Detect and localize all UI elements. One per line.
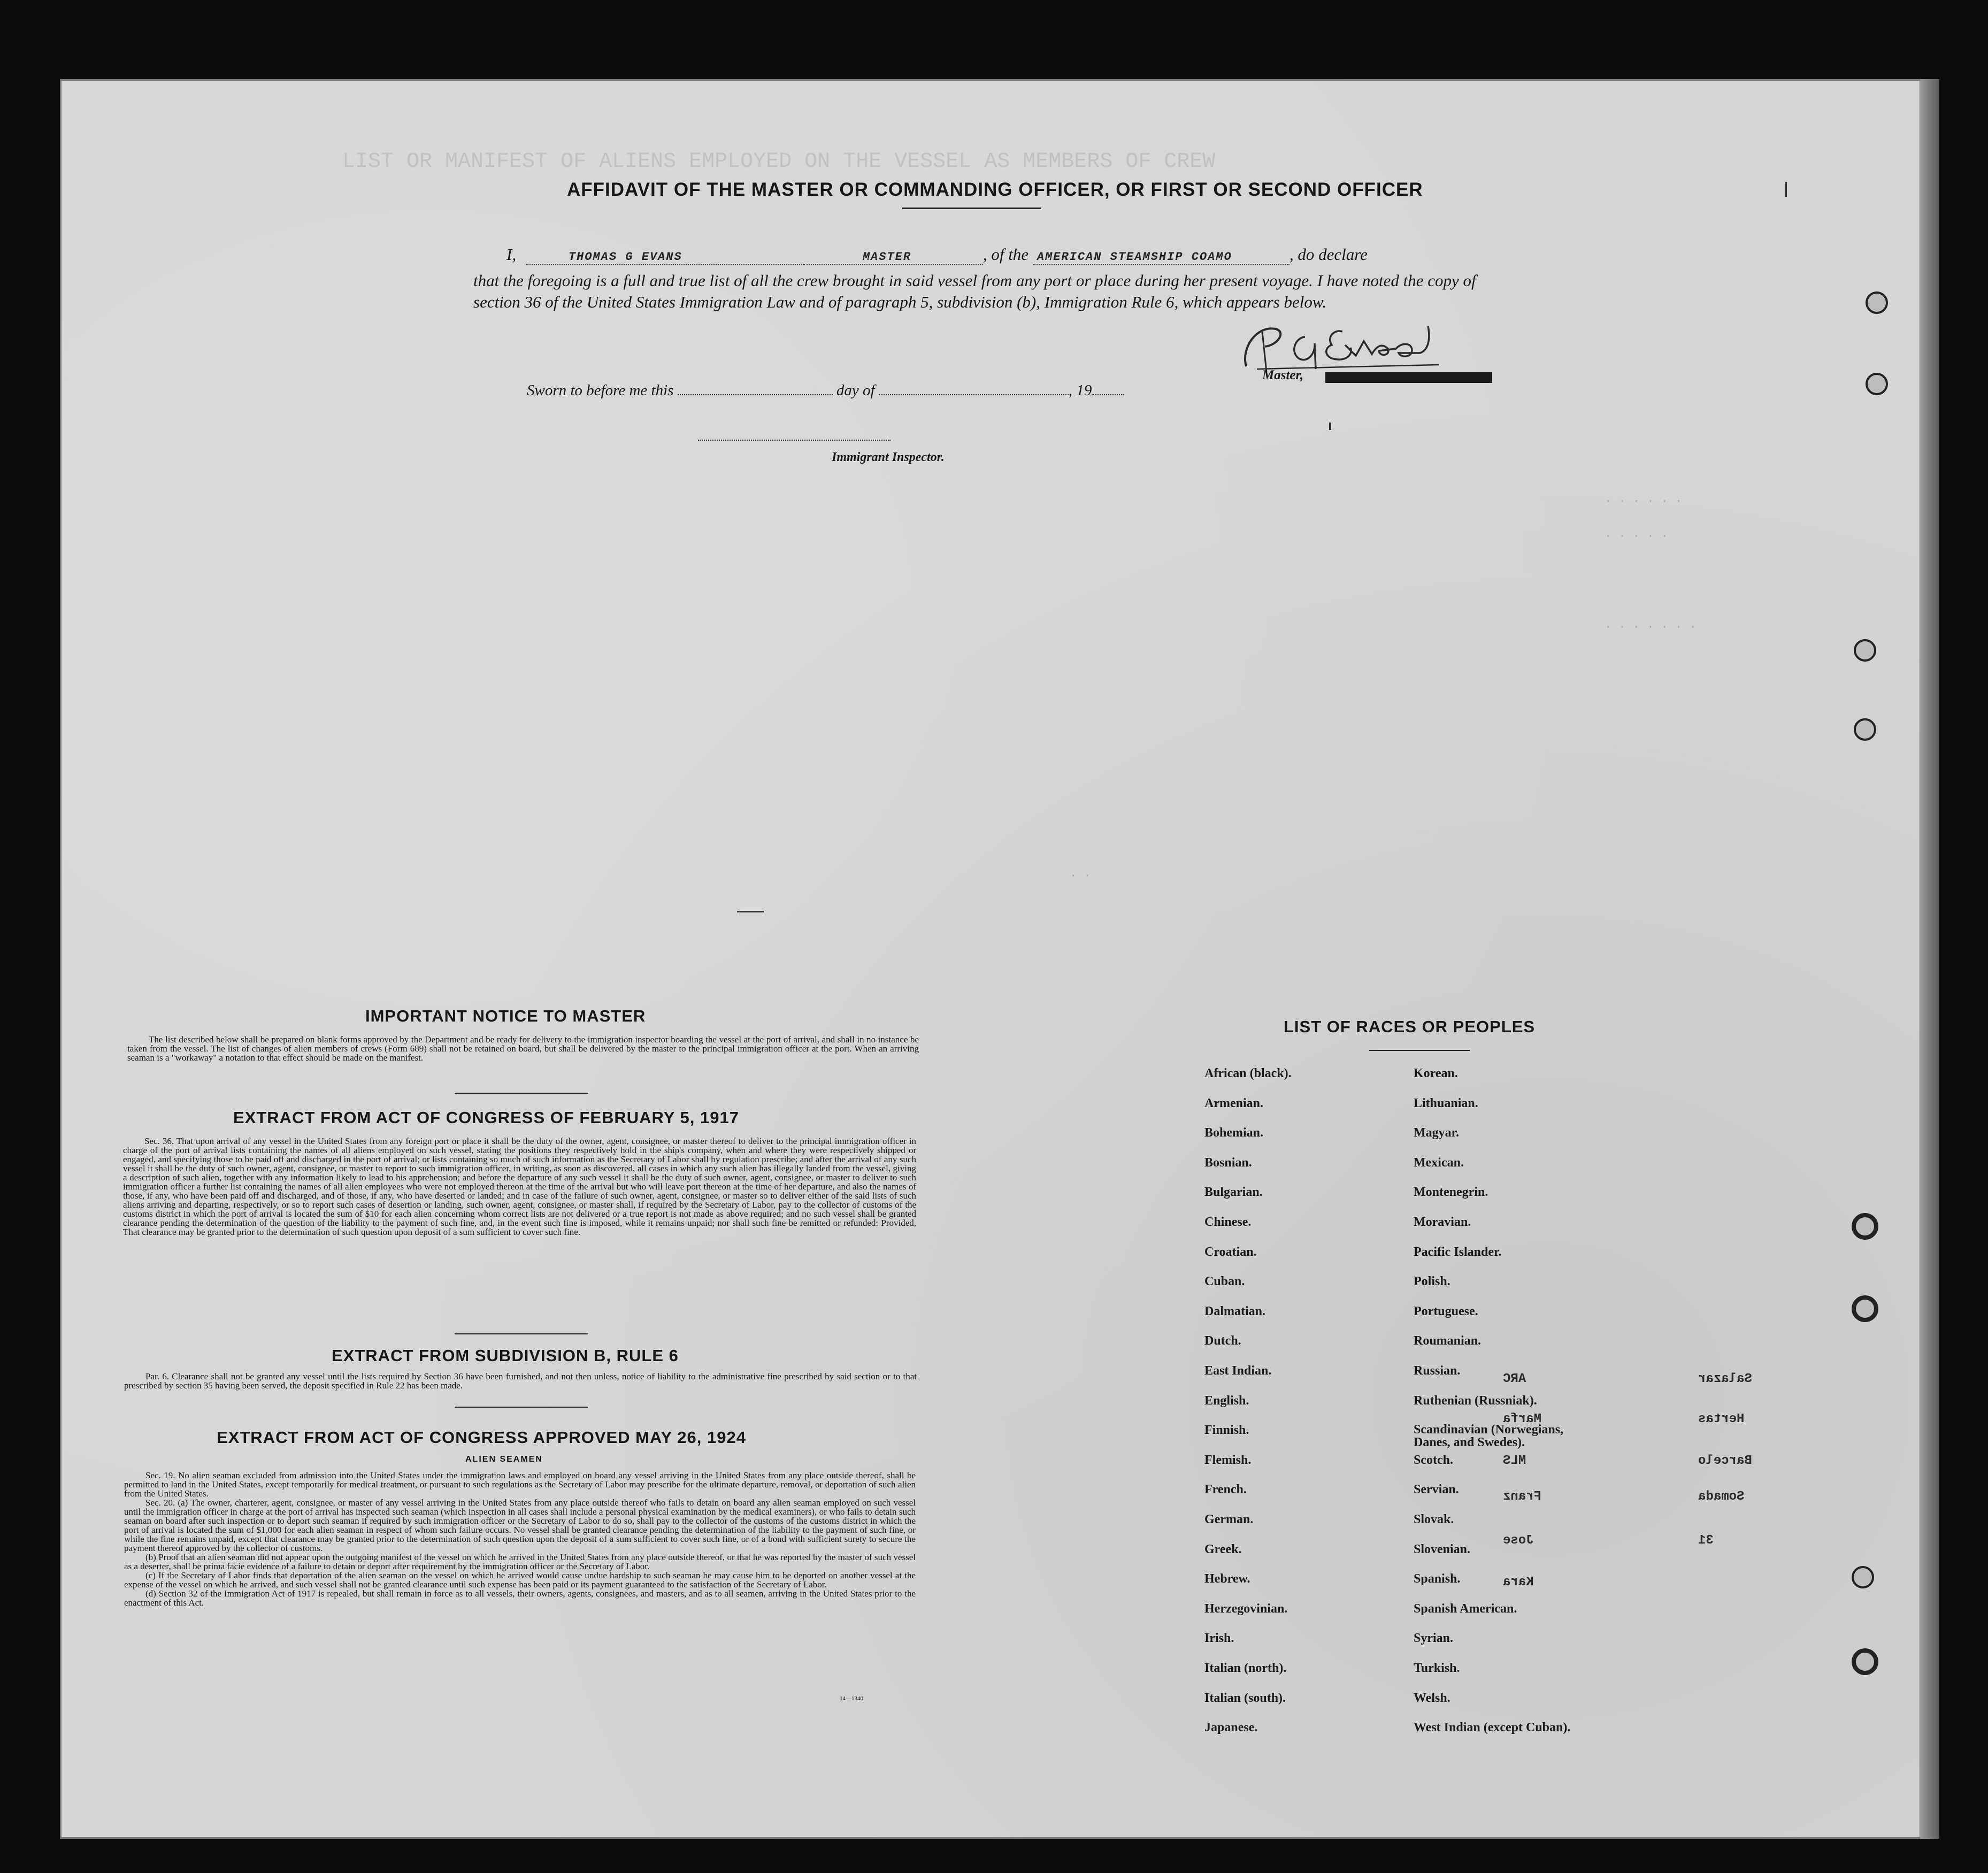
notice-paragraph: The list described below shall be prepared on blank forms approved by the Department and be ready for delivery to the immigration inspector boarding the vessel at the port of arrival, and shall in no instance be taken from the vessel. The list of changes of alien members of crews (Form 689) shall not be retained on board, but shall be delivered by the master to the principal immigration officer at the port. When an arriving seaman is a "workaway" a notation to that effect should be made on the manifest.: [127, 1034, 919, 1063]
master-name: THOMAS G EVANS: [568, 250, 682, 264]
race-right-item: Korean.: [1414, 1066, 1458, 1080]
day-of-label: day of: [836, 382, 875, 399]
race-left-item: Flemish.: [1204, 1453, 1252, 1467]
race-right-item: Scandinavian (Norwegians, Danes, and Swedes).: [1414, 1423, 1564, 1450]
redaction-stamp: [1325, 372, 1492, 383]
race-left-item: German.: [1204, 1513, 1254, 1526]
race-left-item: Herzegovinian.: [1204, 1601, 1288, 1616]
race-right-item: Roumanian.: [1414, 1334, 1482, 1348]
punch-hole: [1866, 291, 1888, 314]
divider: [455, 1407, 588, 1408]
sec-20d-text: (d) Section 32 of the Immigration Act of 1917 is repealed, but shall remain in force as to all vessels, their owners, agents, consignees, and masters, and as to all seamen, arriving in the United States prior to the enactment of this Act.: [124, 1588, 916, 1608]
race-right-item: Syrian.: [1414, 1631, 1454, 1646]
race-right-item: Spanish.: [1414, 1572, 1461, 1586]
punch-hole: [1852, 1213, 1878, 1240]
year-prefix: , 19: [1068, 382, 1092, 399]
race-right-item: Ruthenian (Russniak).: [1414, 1393, 1537, 1408]
races-title: LIST OF RACES OR PEOPLES: [1284, 1017, 1536, 1036]
race-right-item: Pacific Islander.: [1414, 1245, 1502, 1259]
sec-19-text: Sec. 19. No alien seaman excluded from admission into the United States under the immigration laws and employed on board any vessel arriving in the United States from any place outside thereof, shall be permitted to land in the United States, except temporarily for medical treatment, or pursuant to such regulations as the Secretary of Labor may prescribe for the ultimate departure, removal, or deportation of such alien from the United States.: [124, 1470, 916, 1499]
punch-hole: [1854, 639, 1876, 662]
punch-hole: [1854, 718, 1876, 741]
race-right-item: Slovenian.: [1414, 1542, 1471, 1556]
vessel-name: AMERICAN STEAMSHIP COAMO: [1037, 250, 1232, 264]
sworn-year-field[interactable]: [1092, 394, 1124, 395]
race-right-item: Spanish American.: [1414, 1601, 1517, 1616]
race-left-item: Japanese.: [1204, 1721, 1258, 1735]
race-left-item: Dalmatian.: [1204, 1304, 1265, 1318]
bleed-through-text: Somada: [1698, 1490, 1745, 1504]
bleed-through-text: Kara: [1503, 1575, 1534, 1590]
race-left-item: English.: [1204, 1393, 1249, 1408]
page-edge: [1920, 79, 1939, 1839]
alien-seamen-subtitle: ALIEN SEAMEN: [465, 1455, 543, 1464]
race-left-item: Italian (south).: [1204, 1691, 1286, 1705]
master-label: Master,: [1262, 368, 1304, 382]
master-rank: MASTER: [862, 250, 912, 264]
divider: [1369, 1050, 1470, 1051]
race-left-item: Dutch.: [1204, 1334, 1241, 1348]
race-left-item: Italian (north).: [1204, 1661, 1287, 1675]
sec-20b-text: (b) Proof that an alien seaman did not appear upon the outgoing manifest of the vessel on which he arrived in the United States from any place outside thereof, or that he was reported by the master of such vessel as a deserter, shall be prima facie evidence of a failure to detain or deport after requirement by the immigration officer or the Secretary of Labor.: [124, 1552, 916, 1571]
bleed-through-text: MLS: [1503, 1454, 1526, 1468]
sworn-line: [527, 382, 1124, 400]
section-36-text: Sec. 36. That upon arrival of any vessel in the United States from any foreign port or place it shall be the duty of the owner, agent, consignee, or master thereof to deliver to the principal immigration officer in charge of the port of arrival lists containing the names of all aliens employed on such vessel, stating the positions they respectively hold in the ship's company, when and where they were respectively shipped or engaged, and specifying those to be paid off and discharged in the port of arrival; or lists containing so much of such information as the Secretary of Labor shall by regulation prescribe; and after the arrival of any such vessel it shall be the duty of such owner, agent, consignee, or master to report to such immigration officer, in writing, as soon as discovered, all cases in which any such alien has illegally landed from the vessel, giving a description of such alien, together with any information likely to lead to his apprehension; and before the departure of any such vessel it shall be the duty of such owner, agent, consignee, or master to deliver to such immigration officer a further list containing the names of all alien employees who were not employed thereon at the time of the arrival but who will leave port thereon at the time of her departure, and also the names of those, if any, who have been paid off and discharged, and of those, if any, who have deserted or landed; and in case of the failure of such owner, agent, consignee, or master so to deliver either of the said lists of such aliens arriving and departing, respectively, or so to report such cases of desertion or landing, such owner, agent, consignee, or master shall, if required by the Secretary of Labor, pay to the collector of customs of the customs district in which the port of arrival is located the sum of $10 for each alien concerning whom correct lists are not delivered or a true report is not made as above required; and no such vessel shall be granted clearance pending the determination of the question of the liability to the payment of such fine, and, in the event such fine is imposed, while it remains unpaid; nor shall such fine be remitted or refunded: Provided, That clearance may be granted prior to the determination of such question upon deposit of a sum sufficient to cover such fine.: [123, 1136, 916, 1237]
rank-field[interactable]: [804, 245, 983, 265]
extract-1924-body: [124, 1471, 916, 1607]
race-right-item: Montenegrin.: [1414, 1185, 1488, 1200]
race-right-item: Lithuanian.: [1414, 1096, 1478, 1110]
race-left-item: Finnish.: [1204, 1423, 1249, 1438]
punch-hole: [1866, 373, 1888, 395]
race-left-item: Croatian.: [1204, 1245, 1257, 1259]
sworn-month-field[interactable]: [879, 394, 1069, 395]
race-right-item: Mexican.: [1414, 1155, 1464, 1170]
form-number: 14—1340: [840, 1695, 863, 1702]
race-right-item: Portuguese.: [1414, 1304, 1478, 1318]
sworn-label: Sworn to before me this: [527, 382, 674, 399]
race-left-item: African (black).: [1204, 1066, 1292, 1080]
race-right-item: Moravian.: [1414, 1215, 1471, 1229]
bleed-through-text: 31: [1698, 1533, 1714, 1548]
inspector-signature-line[interactable]: [698, 440, 891, 441]
sec-20c-text: (c) If the Secretary of Labor finds that deportation of the alien seaman on the vessel on which he arrived would cause undue hardship to such seaman he may cause him to be deported on another vessel at the expense of the vessel on which he arrived, and such vessel shall not be granted clearance until such expense has been paid or its payment guaranteed to the satisfaction of the Secretary of Labor.: [124, 1570, 916, 1590]
sworn-day-field[interactable]: [678, 394, 833, 395]
rule6-paragraph: Par. 6. Clearance shall not be granted any vessel until the lists required by Section 36 have been furnished, and not then unless, notice of liability to the administrative fine prescribed by said section or to that prescribed by section 35 having been served, the deposit specified in Rule 22 has been made.: [124, 1371, 917, 1391]
notice-title: IMPORTANT NOTICE TO MASTER: [365, 1007, 646, 1025]
extract-1924-title: EXTRACT FROM ACT OF CONGRESS APPROVED MAY 26, 1924: [217, 1428, 746, 1447]
divider: [902, 208, 1041, 209]
rule6-body: [124, 1372, 917, 1390]
punch-hole: [1852, 1295, 1878, 1322]
bleed-through-text: Hertas: [1698, 1412, 1745, 1426]
bleed-through-text: Marfa: [1503, 1412, 1542, 1426]
punch-hole: [1852, 1648, 1878, 1675]
declaration-text: that the foregoing is a full and true list of all the crew brought in said vessel from any port or place during her present voyage. I have noted the copy of section 36 of the United States Immigration Law and of paragraph 5, subdivision (b), Immigration Rule 6, which appears below.: [473, 271, 1476, 311]
race-left-item: French.: [1204, 1483, 1247, 1497]
race-left-item: Irish.: [1204, 1631, 1234, 1646]
sec-20a-text: Sec. 20. (a) The owner, charterer, agent, consignee, or master of any vessel arriving in the United States from any place outside thereof who fails to detain on board any alien seaman employed on such vessel until the immigration officer in charge at the port of arrival has inspected such seaman (which inspection in all cases shall include a personal physical examination by the medical examiners), or who fails to detain such seaman on board after such inspection or to deport such seaman if required by such immigration officer or the Secretary of Labor to do so, shall pay to the collector of the customs of the customs district in which the port of arrival is located the sum of $1,000 for each alien seaman in respect of whom such failure occurs. No vessel shall be granted clearance pending the determination of the liability to the payment of such fine, or while the fine remains unpaid, except that clearance may be granted prior to the determination of such question upon the deposit of a sum sufficient to cover such fine, or of a bond with sufficient surety to secure the payment thereof approved by the collector of customs.: [124, 1498, 916, 1553]
race-left-item: Bosnian.: [1204, 1155, 1252, 1170]
race-right-item: Scotch.: [1414, 1453, 1453, 1467]
race-right-item: Servian.: [1414, 1483, 1459, 1497]
race-left-item: Cuban.: [1204, 1275, 1245, 1289]
punch-hole: [1852, 1566, 1874, 1588]
race-left-item: Chinese.: [1204, 1215, 1252, 1229]
notice-body: [127, 1035, 919, 1062]
extract-1917-body: [123, 1137, 916, 1237]
rule6-title: EXTRACT FROM SUBDIVISION B, RULE 6: [332, 1346, 679, 1365]
race-right-item: Magyar.: [1414, 1126, 1460, 1140]
master-name-field[interactable]: [526, 245, 804, 265]
bleed-through-text: Franz: [1503, 1490, 1542, 1504]
race-right-item: Russian.: [1414, 1364, 1461, 1378]
race-left-item: Greek.: [1204, 1542, 1242, 1556]
race-left-item: Armenian.: [1204, 1096, 1263, 1110]
race-right-item: Slovak.: [1414, 1513, 1454, 1526]
bleed-through-text: ARC: [1503, 1372, 1526, 1386]
affidavit-first-line: [506, 245, 1368, 265]
race-right-item: West Indian (except Cuban).: [1414, 1721, 1571, 1735]
race-right-item: Polish.: [1414, 1275, 1450, 1289]
i-label: I,: [506, 245, 517, 264]
bleed-through-text: Jose: [1503, 1533, 1534, 1548]
race-right-item: Welsh.: [1414, 1691, 1450, 1705]
do-declare-label: , do declare: [1289, 245, 1368, 264]
vessel-field[interactable]: [1033, 245, 1289, 265]
race-right-item: Turkish.: [1414, 1661, 1460, 1675]
of-the-label: , of the: [983, 245, 1029, 264]
divider: [455, 1093, 588, 1094]
race-left-item: Bohemian.: [1204, 1126, 1264, 1140]
bleed-through-text: Salazar: [1698, 1372, 1752, 1386]
extract-1917-title: EXTRACT FROM ACT OF CONGRESS OF FEBRUARY 5, 1917: [233, 1108, 739, 1127]
affidavit-title: AFFIDAVIT OF THE MASTER OR COMMANDING OFFICER, OR FIRST OR SECOND OFFICER: [567, 179, 1423, 200]
race-left-item: East Indian.: [1204, 1364, 1272, 1378]
divider: [455, 1333, 588, 1334]
bleed-through-text: Barcelo: [1698, 1454, 1752, 1468]
race-left-item: Bulgarian.: [1204, 1185, 1263, 1200]
race-left-item: Hebrew.: [1204, 1572, 1250, 1586]
inspector-label: Immigrant Inspector.: [832, 450, 945, 464]
